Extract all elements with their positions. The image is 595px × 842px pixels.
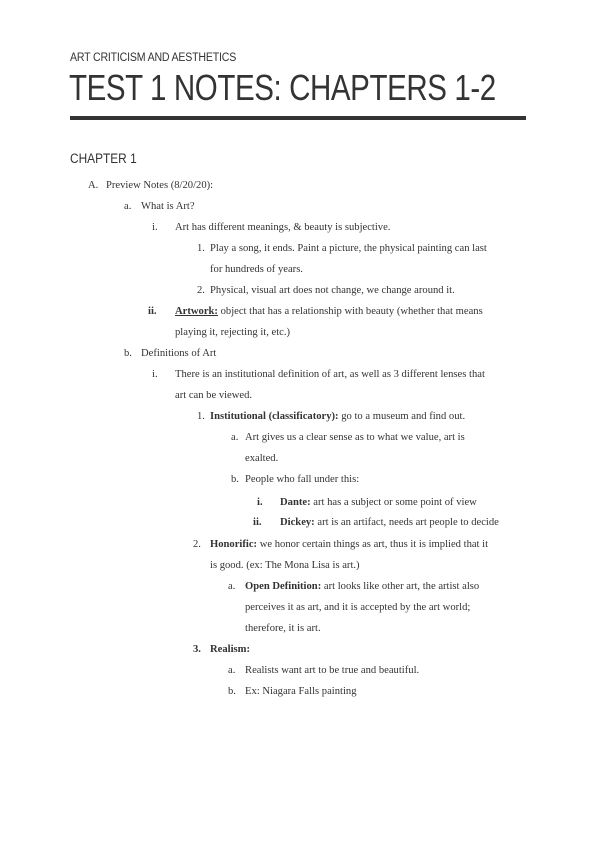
outline-item-song-painting-line1: Play a song, it ends. Paint a picture, the physical painting can last	[210, 243, 487, 254]
outline-marker: b.	[231, 474, 239, 485]
outline-marker: 3.	[193, 644, 201, 655]
outline-item-open-definition-line3: therefore, it is art.	[245, 623, 321, 634]
course-subject: ART CRITICISM AND AESTHETICS	[70, 52, 237, 64]
term-dante: Dante:	[280, 497, 311, 508]
outline-item-niagara: Ex: Niagara Falls painting	[245, 686, 357, 697]
outline-item-what-is-art: What is Art?	[141, 201, 195, 212]
outline-item-institutional-intro-line1: There is an institutional definition of art, as well as 3 different lenses that	[175, 369, 485, 380]
outline-item-artwork-line1: Artwork: object that has a relationship with beauty (whether that means	[175, 306, 483, 317]
term-institutional: Institutional (classificatory):	[210, 411, 339, 422]
outline-item-people: People who fall under this:	[245, 474, 360, 485]
outline-marker: a.	[228, 665, 236, 676]
outline-marker: ii.	[253, 517, 262, 528]
title-divider	[70, 116, 526, 120]
outline-marker: b.	[228, 686, 236, 697]
outline-item-institutional-intro-line2: art can be viewed.	[175, 390, 253, 401]
outline-item-dante: Dante: art has a subject or some point of view	[280, 497, 477, 508]
outline-item-song-painting-line2: for hundreds of years.	[210, 264, 303, 275]
outline-marker: i.	[257, 497, 263, 508]
outline-marker: A.	[88, 180, 99, 191]
outline-item-artwork-line2: playing it, rejecting it, etc.)	[175, 327, 291, 338]
term-dickey: Dickey:	[280, 517, 315, 528]
outline-item-preview-notes: Preview Notes (8/20/20):	[106, 180, 214, 191]
outline-item-institutional: Institutional (classificatory): go to a museum and find out.	[210, 411, 466, 422]
outline-marker: 1.	[197, 243, 205, 254]
term-artwork: Artwork:	[175, 306, 218, 317]
outline-item-dickey: Dickey: art is an artifact, needs art people to decide	[280, 517, 499, 528]
outline-marker: 2.	[193, 539, 201, 550]
outline-marker: i.	[152, 369, 158, 380]
outline-marker: a.	[228, 581, 236, 592]
page-title: TEST 1 NOTES: CHAPTERS 1-2	[69, 67, 496, 108]
outline-item-art-value-line1: Art gives us a clear sense as to what we value, art is	[245, 432, 465, 443]
outline-item-physical-art: Physical, visual art does not change, we change around it.	[210, 285, 455, 296]
outline-item-open-definition-line1: Open Definition: art looks like other art, the artist also	[245, 581, 480, 592]
outline-item-art-value-line2: exalted.	[245, 453, 279, 464]
term-honorific: Honorific:	[210, 539, 258, 550]
outline-item-honorific-line1: Honorific: we honor certain things as art, thus it is implied that it	[210, 539, 489, 550]
chapter-heading: CHAPTER 1	[70, 151, 137, 166]
outline-item-realists: Realists want art to be true and beautiful.	[245, 665, 420, 676]
term-realism: Realism:	[210, 644, 251, 655]
outline-marker: ii.	[148, 306, 157, 317]
outline-item-honorific-line2: is good. (ex: The Mona Lisa is art.)	[210, 560, 360, 571]
outline-item-definitions: Definitions of Art	[141, 348, 217, 359]
outline-marker: a.	[124, 201, 132, 212]
term-open-definition: Open Definition:	[245, 581, 322, 592]
outline-marker: 1.	[197, 411, 205, 422]
outline-marker: i.	[152, 222, 158, 233]
outline-marker: b.	[124, 348, 132, 359]
outline-item-open-definition-line2: perceives it as art, and it is accepted by the art world;	[245, 602, 471, 613]
outline-marker: 2.	[197, 285, 205, 296]
outline-marker: a.	[231, 432, 239, 443]
outline-item-art-meanings: Art has different meanings, & beauty is subjective.	[175, 222, 391, 233]
